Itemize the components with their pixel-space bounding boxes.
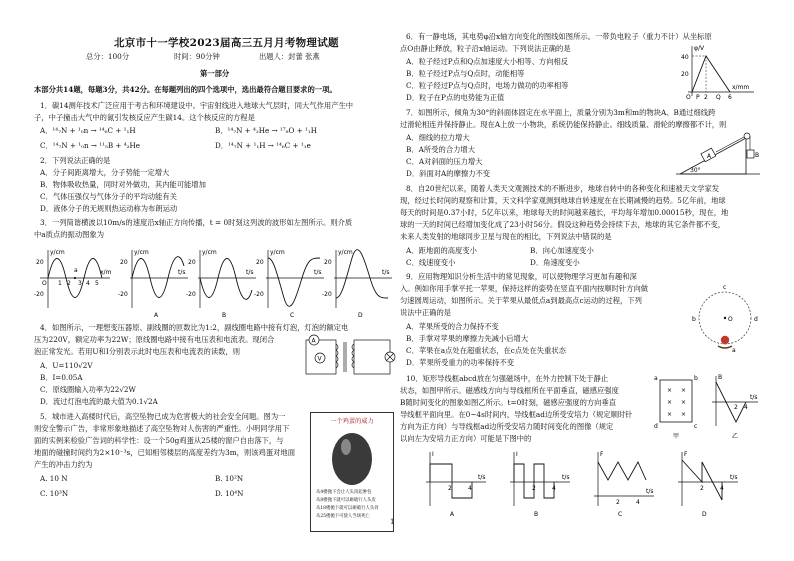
q7-incline-figure <box>676 128 760 180</box>
q7-label-a: A <box>707 153 712 160</box>
q10-yi-tick-2: 2 <box>734 404 738 411</box>
q10-option-b-graph <box>510 451 570 518</box>
q8-stem-line4: 球的一天的时间已经增加变化成了23小时56分。假设这种趋势会持续下去，地球的其它条件都不变， <box>400 220 726 229</box>
q10-label-jia: 甲 <box>673 433 680 440</box>
q5-poster-line3: 从18楼抛下就可以砸破行人头骨 <box>316 506 379 511</box>
q10-b-tick-2: 2 <box>532 485 536 492</box>
q10-b-tick-4: 4 <box>552 485 556 492</box>
q8-option-c: C．线速度变小 <box>406 258 456 267</box>
q5-option-c: C. 10³N <box>40 489 69 498</box>
q4-option-c: C．原线圈输入功率为22√2W <box>40 385 136 394</box>
q6-x-q: Q <box>716 94 721 101</box>
q3-b-y-label: y/cm <box>202 249 217 256</box>
q7-string <box>716 137 744 152</box>
q10-b-i-label: I <box>516 451 518 458</box>
exam-title: 北京市十一学校2023届高三五月月考物理试题 <box>114 37 339 49</box>
q3-c-amp-neg: -20 <box>254 291 264 298</box>
q5-egg-shape <box>332 433 372 485</box>
exam-time: 时间：90分钟 <box>174 52 220 61</box>
q5-stem-line3: 面的实例来检验广告词的科学性：设一个50g鸡蛋从25楼的窗户自由落下，与 <box>34 436 284 445</box>
q3-c-x-label: t/s <box>314 269 322 276</box>
q3-d-x-label: t/s <box>382 269 390 276</box>
q3-wave-graph <box>34 249 112 308</box>
q3-c-y-label: y/cm <box>270 249 285 256</box>
q9-label-c: c <box>723 284 727 291</box>
q10-a-tick-2: 2 <box>448 485 452 492</box>
q3-a-curve <box>132 257 184 298</box>
q10-b-label: B <box>534 511 539 518</box>
q9-stem-line4: 说法中正确的是 <box>400 308 452 317</box>
q5-option-b: B. 10²N <box>215 474 244 483</box>
q3-a-amp-pos: 20 <box>120 259 128 266</box>
q10-a-line <box>430 464 472 498</box>
q6-x-2: 2 <box>704 94 708 101</box>
q7-block-b <box>747 150 754 158</box>
q3-d-curve <box>336 250 388 298</box>
q3-option-b-graph <box>186 249 256 318</box>
q9-option-b: B．手掌对苹果的摩擦力先减小后增大 <box>406 334 529 343</box>
q10-field-graph-yi <box>712 374 758 440</box>
q6-y-label: φ/V <box>694 45 705 52</box>
q8-stem-line3: 每天的时间是0.37小时，5亿年以来，地球每天的时间越来越长，平均每年增加0.00015秒，现在，地 <box>400 208 729 217</box>
q1-stem-line1: 1．碳14测年技术广泛应用于考古和环境建设中。宇宙射线进入地球大气层时，同大气作用产生中 <box>40 101 354 110</box>
q9-label-a: a <box>732 347 736 354</box>
q3-wave-tick-4: 4 <box>86 280 90 287</box>
q10-field-x-6: × <box>681 411 687 418</box>
q8-option-d: D．角速度变小 <box>530 258 580 267</box>
q3-wave-tick-2: 2 <box>67 280 71 287</box>
q3-point-a-marker <box>74 277 76 279</box>
q10-d-label: D <box>702 511 707 518</box>
q10-option-c-graph <box>594 451 654 518</box>
q3-wave-origin: O <box>42 280 47 287</box>
q3-d-amp-pos: 20 <box>324 259 332 266</box>
q9-label-b: b <box>692 316 696 323</box>
q3-wave-point-a: a <box>74 267 78 274</box>
q3-c-amp-pos: 20 <box>256 259 264 266</box>
q1-option-d: D．¹⁴₇N + ¹₁H → ¹⁴₆C + ¹₁e <box>215 141 311 150</box>
q10-stem-line1: 10．矩形导线框abcd放在匀强磁场中，在外力控制下处于静止 <box>406 374 609 383</box>
q10-field-x-3: × <box>667 399 673 406</box>
total-score: 总分：100分 <box>86 52 130 61</box>
q3-d-amp-neg: -20 <box>322 291 332 298</box>
q10-c-tick-2: 2 <box>616 499 620 506</box>
q10-a-i-label: I <box>432 451 434 458</box>
q9-center-dot <box>724 317 726 319</box>
q6-stem-line2: 点O由静止释放，粒子沿x轴运动。下列说法正确的是 <box>400 44 571 53</box>
q3-wave-amp-pos: 20 <box>36 259 44 266</box>
q5-poster-line4: 从25楼抛下可使人当场死亡 <box>316 514 370 519</box>
q3-d-y-label: y/cm <box>338 249 353 256</box>
q9-option-a: A．苹果所受的合力保持不变 <box>406 322 499 331</box>
q5-option-d: D. 10⁴N <box>215 489 244 498</box>
q10-c-tick-4: 4 <box>636 499 640 506</box>
q10-yi-b-label: B <box>718 374 723 381</box>
q10-corner-d: d <box>654 423 658 430</box>
q5-poster-line2: 从8楼抛下就可以砸破行人头皮 <box>316 498 376 503</box>
q3-wave-figures <box>34 244 396 318</box>
q5-stem-line2: 则安全警示广告，非常形象地描述了高空坠物对人伤害的严重性。小明同学用下 <box>34 424 290 433</box>
q3-c-curve <box>268 258 320 306</box>
q5-stem-line5: 产生的冲击力约为 <box>34 460 93 469</box>
q10-stem-line3: B随时间变化的图象如图乙所示。t=0时刻，磁感应强度的方向垂直 <box>400 398 617 407</box>
q3-a-amp-neg: -20 <box>118 291 128 298</box>
q6-x-6: 6 <box>728 94 732 101</box>
q7-option-c: C．A对斜面的压力增大 <box>406 157 483 166</box>
q10-c-t-label: t/s <box>646 488 654 495</box>
q10-d-f-label: F <box>684 451 688 458</box>
q8-option-a: A．距地面的高度变小 <box>406 246 477 255</box>
q2-option-b: B．物体吸收热量，同时对外做功，其内能可能增加 <box>40 180 206 189</box>
q1-stem-line2: 子，中子撞击大气中的氮引发核反应产生碳14。这个核反应的方程是 <box>34 113 255 122</box>
q2-option-c: C．气体压强仅与气体分子的平均动能有关 <box>40 192 177 201</box>
q10-option-a-graph <box>426 451 486 518</box>
q10-a-label: A <box>450 511 455 518</box>
q9-stem-line2: 入。例如你用手掌平托一苹果，保持这样的姿势在竖直平面内按顺时针方向做 <box>400 284 649 293</box>
q5-egg-highlight <box>341 439 351 455</box>
q10-frame-and-field-figure <box>650 370 762 442</box>
q6-potential-line <box>692 56 730 92</box>
q10-yi-tick-4: 4 <box>744 404 748 411</box>
q10-d-t-label: t/s <box>730 474 738 481</box>
q4-secondary-loop <box>354 340 390 374</box>
q4-stem-line2: 压为220V，额定功率为22W；原线圈电路中接有电压表和电流表。现闭合 <box>34 335 275 344</box>
q10-stem-line5: 方向为正方向）与导线框ad边所受安培力随时间变化的图像（规定 <box>400 422 614 431</box>
q6-x-label: x/mm <box>732 84 750 91</box>
q3-b-curve <box>200 259 252 300</box>
q10-field-x-4: × <box>681 399 687 406</box>
q3-option-d-graph <box>322 249 392 318</box>
q9-stem-line3: 匀速圆周运动，如图所示。关于苹果从最低点a到最高点c运动的过程，下列 <box>400 296 642 305</box>
q10-stem-line6: 以向左为安培力正方向）可能是下图中的 <box>400 434 532 443</box>
q4-option-a: A．U=110√2V <box>40 361 93 370</box>
q10-field-x-1: × <box>667 387 673 394</box>
q10-c-label: C <box>618 511 623 518</box>
q7-stem-line2: 过滑轮相连并保持静止。现在A上放一小物块，系统仍能保持静止。细线质量、滑轮的摩擦都不计，则 <box>400 120 727 129</box>
q10-b-t-label: t/s <box>562 474 570 481</box>
q9-apple-icon <box>721 336 729 344</box>
q10-a-t-label: t/s <box>478 474 486 481</box>
q6-option-b: B．粒子经过P点与Q点时，动能相等 <box>406 69 525 78</box>
q3-stem-line2: 中a质点的振动图象为 <box>34 230 105 239</box>
q4-stem-line1: 4．如图所示，一理想变压器原、副线圈的匝数比为1:2，副线圈电路中接有灯泡，灯泡的额定电 <box>40 323 349 332</box>
q10-c-f-label: F <box>600 451 604 458</box>
q2-option-a: A．分子间距离增大，分子势能一定增大 <box>40 168 170 177</box>
q7-option-b: B．A所受的合力增大 <box>406 145 476 154</box>
q3-c-label: C <box>290 312 295 318</box>
q3-stem-line1: 3．一列简谐横波以10m/s的速度沿x轴正方向传播，t = 0时刻这列波的波形如左图所示。则介质 <box>40 218 353 227</box>
q7-pulley <box>744 133 750 139</box>
q8-stem-line2: 现，经过长时间的观察和计算，天文科学家观测到地球自转速度在在长期减慢的趋势。5亿年前，地球 <box>400 196 726 205</box>
q10-corner-c: c <box>694 423 698 430</box>
q9-option-c: C．苹果在a点处在超重状态，在c点处在失重状态 <box>406 346 566 355</box>
q4-ammeter-label: A <box>311 337 316 345</box>
q10-corner-a: a <box>654 375 658 382</box>
q2-stem: 2．下列说法正确的是 <box>40 156 111 165</box>
q5-egg-icon <box>327 427 377 487</box>
q5-poster-line1: 从4楼抛下会让人头顶起肿包 <box>316 490 372 495</box>
section-instructions: 本部分共14题，每题3分，共42分。在每题列出的四个选项中，选出最符合题目要求的一项。 <box>34 85 337 94</box>
q10-b-line <box>514 464 554 498</box>
q7-angle-label: 30° <box>690 167 701 174</box>
q10-c-line <box>598 462 646 480</box>
q7-option-a: A．细线的拉力增大 <box>406 133 470 142</box>
q10-a-tick-4: 4 <box>468 485 472 492</box>
q4-transformer-circuit <box>300 334 396 380</box>
q1-option-a: A．¹⁴₇N + ¹₀n → ¹⁴₆C + ¹₁H <box>40 126 136 135</box>
q6-x-p: P <box>696 94 700 101</box>
q3-wave-amp-neg: -20 <box>34 291 44 298</box>
q3-option-a-graph <box>118 249 188 318</box>
q5-stem-line1: 5．城市进入高楼时代后，高空坠物已成为危害极大的社会安全问题。图为一 <box>40 412 286 421</box>
q5-option-a: A. 10 N <box>40 474 68 483</box>
q7-label-b: B <box>755 152 760 159</box>
q10-d-line <box>682 460 722 500</box>
q10-frame-jia <box>654 375 698 440</box>
q6-option-a: A．粒子经过P点和Q点加速度大小相等、方向相反 <box>406 57 569 66</box>
q2-option-d: D．液体分子的无规则热运动称为布朗运动 <box>40 204 178 213</box>
q9-option-d: D．苹果所受重力的功率保持不变 <box>406 358 515 367</box>
q3-wave-tick-3: 3 <box>78 280 82 287</box>
q10-d-tick-2: 2 <box>700 485 704 492</box>
q6-potential-graph <box>680 42 760 102</box>
q9-circular-motion-figure <box>690 280 760 356</box>
exam-author: 出题人：封蕾 张燕 <box>259 52 320 61</box>
q4-option-b: B．I=0.05A <box>40 373 83 382</box>
q10-stem-line2: 状态，如图甲所示。磁感线方向与导线框所在平面垂直，磁感应强度 <box>400 386 619 395</box>
q6-option-d: D．粒子在P点的电势能为正值 <box>406 93 505 102</box>
q3-wave-x-label: x/m <box>100 269 112 276</box>
q10-option-graphs <box>420 448 760 518</box>
q10-d-tick-4: 4 <box>720 485 724 492</box>
q8-option-b: B．向心加速度变小 <box>530 246 594 255</box>
q9-label-o: O <box>728 316 733 323</box>
q3-b-amp-neg: -20 <box>186 291 196 298</box>
q8-stem-line1: 8．自20世纪以来，随着人类天文观测技术的不断进步，地球自转中的各种变化和速被天文学家发 <box>406 184 720 193</box>
q3-a-y-label: y/cm <box>134 249 149 256</box>
q10-yi-t-label: t/s <box>750 394 758 401</box>
q6-y-tick-40: 40 <box>681 54 689 61</box>
q7-option-d: D．斜面对A的摩擦力不变 <box>406 169 491 178</box>
q10-corner-b: b <box>694 375 698 382</box>
q6-x-origin: O <box>686 94 691 101</box>
q9-hand-icon <box>718 346 732 348</box>
q9-label-d: d <box>754 316 758 323</box>
q10-frame-rect <box>660 380 692 422</box>
page-number: 1 <box>390 518 395 526</box>
q3-b-label: B <box>222 312 227 318</box>
q3-wave-tick-5: 5 <box>95 280 99 287</box>
q6-stem-line1: 6．有一静电场，其电势φ沿x轴方向变化的图线如图所示。一带负电粒子（重力不计）从坐标原 <box>406 32 712 41</box>
q1-option-c: C．¹⁴₇N + ¹₀n → ¹¹₅B + ⁴₂He <box>40 141 140 150</box>
q3-b-x-label: t/s <box>246 269 254 276</box>
q3-a-label: A <box>154 312 159 318</box>
q3-d-label: D <box>358 312 363 318</box>
q8-stem-line5: 未来人类发射的地球同步卫星与现在的相比，下列说法中错误的是 <box>400 232 612 241</box>
q6-y-tick-20: 20 <box>681 71 689 78</box>
q5-stem-line4: 地面的碰撞时间约为2×10⁻³s，已知相邻楼层的高度差约为3m，则该鸡蛋对地面 <box>34 448 296 457</box>
q5-safety-poster <box>310 412 394 532</box>
q3-a-x-label: t/s <box>178 269 186 276</box>
q10-field-x-2: × <box>681 387 687 394</box>
q10-label-yi: 乙 <box>732 433 739 440</box>
q4-option-d: D．流过灯泡电流的最大值为0.1√2A <box>40 397 158 406</box>
q4-stem-line3: 泡正常发光。若用U和I分别表示此时电压表和电流表的读数，则 <box>34 347 241 356</box>
part-heading: 第一部分 <box>200 69 230 78</box>
q3-option-c-graph <box>254 249 324 318</box>
q5-poster-title: 一个鸡蛋的威力 <box>330 418 374 425</box>
q4-voltmeter-label: V <box>317 355 322 363</box>
q3-b-amp-pos: 20 <box>188 259 196 266</box>
q3-wave-y-label: y/cm <box>50 249 65 256</box>
q9-stem-line1: 9．应用物理知识分析生活中的常见现象，可以使物理学习更加有趣和深 <box>406 272 637 281</box>
q10-stem-line4: 导线框平面向里。在0~4s时间内，导线框ad边所受安培力（规定顺时针 <box>400 410 633 419</box>
q1-option-b: B．¹⁴₇N + ⁴₂He → ¹⁷₈O + ¹₁H <box>215 126 318 135</box>
q6-option-c: C．粒子经过P点与Q点时，电场力做功的功率相等 <box>406 81 569 90</box>
q7-stem-line1: 7．如图所示，倾角为30°的斜面体固定在水平面上，质量分别为3m和m的物块A、B通过细线跨 <box>406 108 716 117</box>
q10-field-x-5: × <box>667 411 673 418</box>
q3-wave-tick-1: 1 <box>58 280 62 287</box>
q10-option-d-graph <box>678 451 738 518</box>
